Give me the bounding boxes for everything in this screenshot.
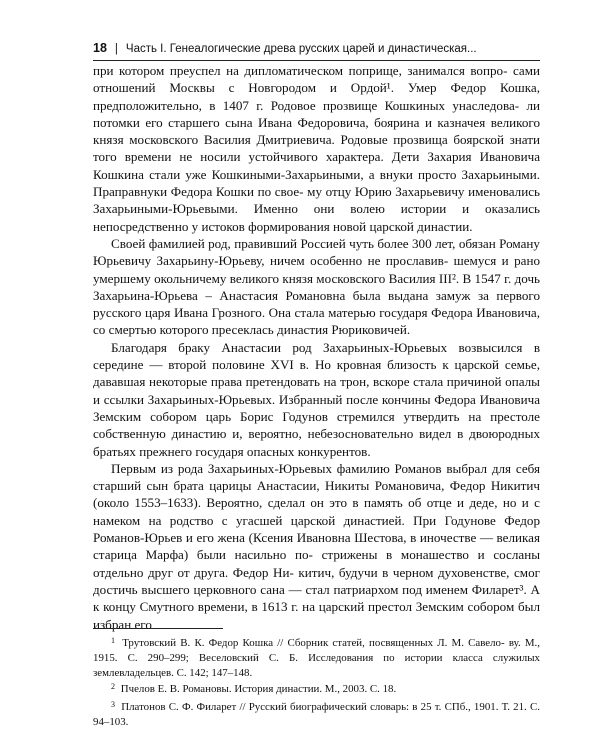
text-line: Первым из рода Захарьиных-Юрьевых фамилию Романов выбрал bbox=[111, 460, 487, 476]
text-line: Василия III². В 1547 г. дочь Захарьина-Юрьева – Анастасия Романовна bbox=[93, 270, 540, 303]
text-line: династия Рюриковичей. bbox=[277, 322, 411, 338]
text-line: Благодаря браку Анастасии род Захарьиных-Юрьевых возвысился bbox=[111, 339, 523, 355]
footnote-line: Трутовский В. К. Федор Кошка // Сборник статей, посвященных Л. М. Савело- bbox=[122, 637, 505, 649]
text-line: матерью государя Федора Ивановича, со смертью которого пресеклась bbox=[93, 305, 541, 338]
footnote bbox=[93, 700, 540, 730]
text-line: формирования новой царской династии. bbox=[248, 218, 473, 234]
text-line: предположительно, в 1407 г. Родовое прозвище Кошкиных унаследова- bbox=[93, 97, 520, 113]
text-line: об отце и деде, но и с намеком на родство с угасшей царской династией. bbox=[93, 495, 540, 528]
footnote-number: 3 bbox=[111, 699, 115, 709]
footnote-number: 2 bbox=[111, 682, 115, 692]
footnote-rule bbox=[93, 628, 223, 629]
paragraph bbox=[93, 62, 540, 235]
text-line: сана — стал патриархом под именем Филарет³. А к концу Смутного bbox=[93, 581, 540, 615]
footnote bbox=[93, 636, 540, 680]
paragraph bbox=[93, 460, 540, 633]
text-line: шемуся и рано умершему окольничему великого князя московского bbox=[93, 253, 540, 286]
text-line: Роману Юрьевичу Захарьину-Юрьеву, ничем особенно не прославив- bbox=[93, 235, 540, 269]
text-line: причиной опалы и ссылки Захарьиных-Юрьевых. Избранный после bbox=[93, 374, 540, 407]
text-line: времени, в 1613 г. на царский престол Земским собором был избран его bbox=[93, 599, 540, 632]
text-line: при котором преуспел на дипломатическом поприще, занимался вопро- bbox=[93, 63, 508, 78]
running-title: Часть I. Генеалогические древа русских царей и династическая... bbox=[125, 43, 477, 55]
footnote bbox=[93, 682, 540, 697]
text-line: му отцу Юрию Захарьевичу именовались Захарьиными-Юрьевыми. bbox=[93, 184, 541, 217]
text-line: небезосновательно видел в двоюродных братьях прежнего государя bbox=[93, 426, 540, 459]
text-line: а внуки просто Захарьиными. Праправнуки Федора Кошки по свое- bbox=[93, 166, 540, 200]
text-line: Именно они волею истории и оказались непосредственно у истоков bbox=[93, 201, 540, 234]
text-line: Шестова, в иночестве — великая старица Марфа) были насильно по- bbox=[93, 530, 541, 563]
text-line: Своей фамилией род, правивший Россией чуть более 300 лет, обязан bbox=[111, 235, 496, 251]
text-line: Федор Никитич (около 1553–1633). Вероятно, сделал он это в память bbox=[93, 478, 540, 511]
footnote-line: Пчелов Е. В. Романовы. История династии. М., 2003. С. 18. bbox=[120, 683, 397, 696]
footnotes bbox=[93, 636, 540, 731]
text-line: кончины Федора Ивановича Земским собором царь Борис Годунов bbox=[93, 391, 541, 424]
header-separator: | bbox=[114, 43, 118, 55]
text-line: стремился утвердить на престоле собственную династию и, вероятно, bbox=[93, 408, 540, 442]
paragraph bbox=[93, 339, 540, 460]
running-head bbox=[93, 41, 540, 59]
text-line: Захария Ивановича Кошкина стали уже Кошкиными-Захарьиными, bbox=[93, 149, 541, 182]
page-number: 18 bbox=[93, 41, 107, 55]
text-line: При Годунове Федор Романов-Юрьев и его жена (Ксения Ивановна bbox=[93, 512, 540, 546]
text-line: сами отношений Москвы с Новгородом и Ордой¹. Умер Федор Кошка, bbox=[93, 63, 541, 96]
text-line: боярской знати того времени не носили устойчивого характера. Дети bbox=[93, 132, 541, 165]
text-line: для себя старший сын брата царицы Анастасии, Никиты Романовича, bbox=[93, 460, 540, 494]
body-text bbox=[93, 62, 540, 633]
footnote-line: Т. 21. С. 94–103. bbox=[93, 700, 540, 729]
text-line: в середине — второй половине XVI в. Но кровная близость к царской bbox=[93, 339, 540, 373]
paragraph bbox=[93, 235, 540, 339]
footnote-number: 1 bbox=[111, 636, 115, 645]
footnote-line: ву. М., 1915. С. 290–299; Веселовский С. Б. Исследования по истории класса служилых bbox=[93, 637, 540, 665]
text-line: китич, будучи в черном духовенстве, смог достичь высшего церковного bbox=[93, 564, 540, 597]
text-line: стрижены в монашество и сосланы отдельно друг от друга. Федор Ни- bbox=[93, 547, 541, 580]
text-line: великого князя московского Василия Дмитриевича. Родовые прозвища bbox=[93, 114, 541, 148]
footnote-line: землевладельцев. С. 142; 147–148. bbox=[93, 666, 253, 679]
text-line: была выдана замуж за первого русского царя Ивана Грозного. Она стала bbox=[93, 287, 540, 321]
text-line: ли потомки его старшего сына Ивана Федоровича, боярина и казначея bbox=[93, 97, 540, 130]
header-rule bbox=[93, 60, 540, 61]
footnote-line: Платонов С. Ф. Филарет // Русский биографический словарь: в 25 т. СПб., 1901. bbox=[121, 700, 499, 713]
text-line: опасных конкурентов. bbox=[246, 443, 371, 459]
text-line: семье, дававшая некоторые права претендовать на трон, вскоре стала bbox=[93, 357, 540, 390]
